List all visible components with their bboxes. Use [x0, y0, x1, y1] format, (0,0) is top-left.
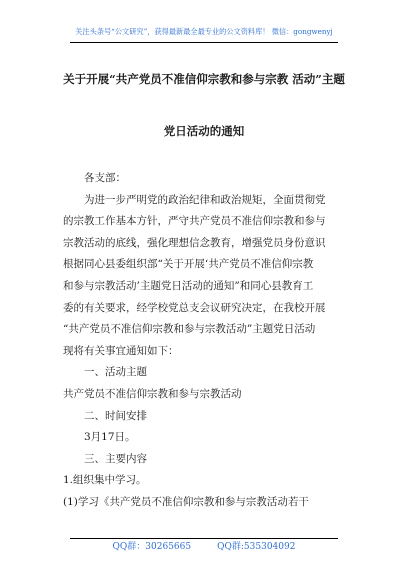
- section-heading: 三、主要内容: [84, 452, 147, 465]
- subsection-heading: 1.组织集中学习。: [63, 474, 147, 487]
- header-divider: [70, 42, 338, 43]
- header-promo-note: 关注头条号“公文研究”，获得最新最全最专业的公文资料库！ 微信：gongwenyj: [75, 27, 333, 36]
- body-line: 和参与宗教活动’主题党日活动的通知”和同心县教育工: [63, 279, 314, 292]
- document-body: [63, 168, 353, 514]
- body-line: 现将有关事宜通知如下：: [63, 344, 179, 357]
- document-title-line-2: 党日活动的通知: [163, 124, 245, 138]
- subsection-content: (1)学习《共产党员不准信仰宗教和参与宗教活动若干: [63, 495, 309, 508]
- section-heading: 二、时间安排: [84, 409, 147, 422]
- body-line: 委的有关要求，经学校党总支会议研究决定，在我校开展: [63, 301, 326, 314]
- body-line: 根据同心县委组织部“关于开展‘共产党员不准信仰宗教: [63, 258, 314, 271]
- body-line: 为进一步严明党的政治纪律和政治规矩，全面贯彻党: [84, 193, 326, 206]
- qq-group-1: QQ群：30265665: [112, 542, 192, 552]
- body-line: 的宗教工作基本方针，严守共产党员不准信仰宗教和参与: [63, 215, 326, 228]
- section-content: 共产党员不准信仰宗教和参与宗教活动: [63, 387, 242, 400]
- qq-group-2: QQ群:535304092: [217, 542, 296, 552]
- body-line: “共产党员不准信仰宗教和参与宗教活动”主题党日活动: [63, 323, 316, 336]
- body-line: 宗教活动的底线，强化理想信念教育，增强党员身份意识: [63, 236, 326, 249]
- salutation: 各支部：: [84, 172, 126, 184]
- footer-qq-groups: [0, 539, 408, 552]
- document-title-line-1: 关于开展“共产党员不准信仰宗教和参与宗教 活动”主题: [63, 72, 345, 86]
- section-heading: 一、活动主题: [84, 366, 147, 379]
- section-content: 3月17日。: [84, 431, 136, 444]
